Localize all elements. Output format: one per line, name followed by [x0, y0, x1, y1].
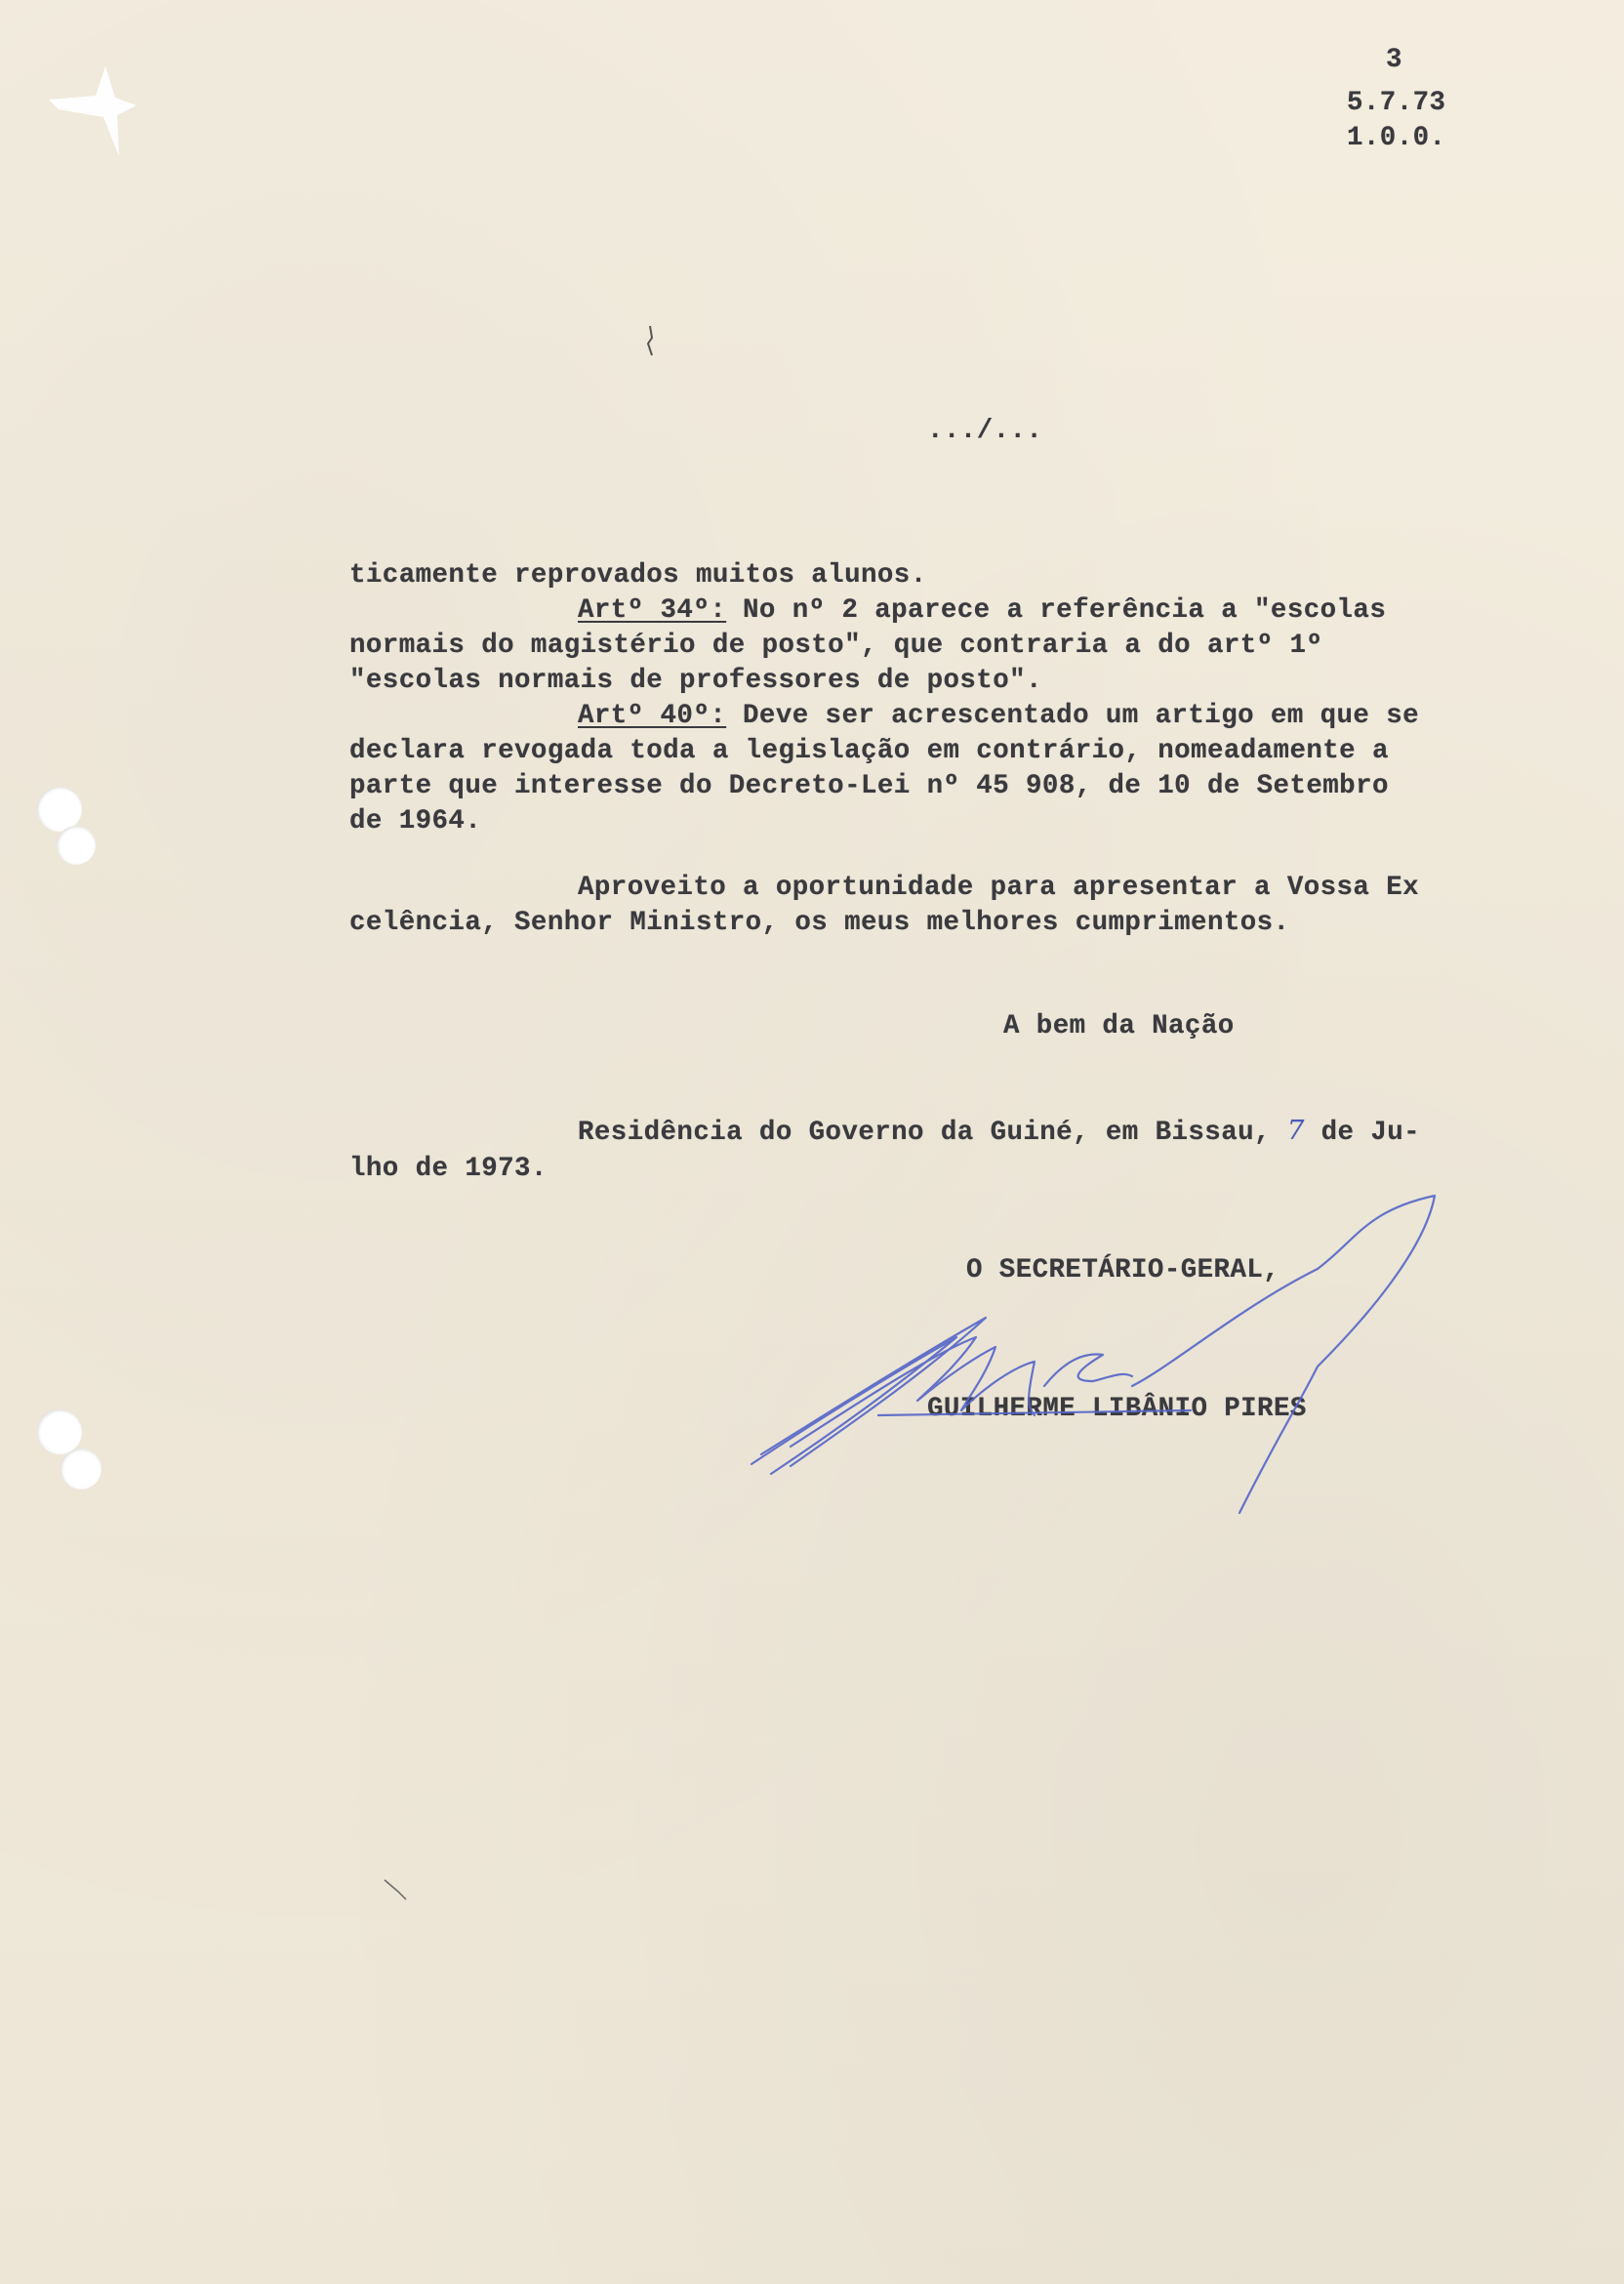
body-line: ticamente reprovados muitos alunos.	[349, 560, 927, 591]
page-number: 3	[1386, 45, 1402, 75]
closing-line: celência, Senhor Ministro, os meus melhores cumprimentos.	[349, 908, 1290, 938]
punch-hole	[61, 1448, 102, 1489]
place-date-line	[578, 1113, 1420, 1151]
stray-mark	[381, 1874, 420, 1903]
punch-hole	[37, 1409, 82, 1454]
place-date-line: lho de 1973.	[349, 1154, 548, 1184]
body-line-art34	[578, 593, 1386, 629]
closing-line: Aproveito a oportunidade para apresentar a Vossa Ex	[578, 873, 1420, 903]
place-date-text-end: de Ju-	[1304, 1118, 1421, 1148]
place-date-text: Residência do Governo da Guiné, em Bissau,	[578, 1118, 1287, 1148]
body-line: normais do magistério de posto", que contraria a do artº 1º	[349, 631, 1323, 661]
torn-corner-mark	[39, 59, 146, 166]
stray-mark	[640, 322, 660, 361]
article-34-label: Artº 34º:	[578, 595, 727, 626]
body-line-art40	[578, 699, 1419, 734]
body-line: parte que interesse do Decreto-Lei nº 45 908, de 10 de Setembro	[349, 771, 1389, 801]
punch-hole	[57, 826, 96, 865]
body-line: "escolas normais de professores de posto".	[349, 666, 1042, 696]
continuation-mark: .../...	[927, 416, 1043, 446]
body-line: de 1964.	[349, 806, 482, 836]
article-34-text: No nº 2 aparece a referência a "escolas	[726, 595, 1387, 626]
signatory-name: GUILHERME LIBÂNIO PIRES	[927, 1394, 1307, 1424]
handwritten-signature	[732, 1191, 1474, 1562]
article-40-text: Deve ser acrescentado um artigo em que se	[726, 701, 1420, 731]
code-reference: 1.0.0.	[1347, 123, 1446, 153]
body-line: declara revogada toda a legislação em contrário, nomeadamente a	[349, 736, 1389, 766]
date-reference: 5.7.73	[1347, 88, 1446, 118]
handwritten-day: 7	[1286, 1115, 1305, 1146]
signatory-title: O SECRETÁRIO-GERAL,	[966, 1255, 1280, 1285]
salutation: A bem da Nação	[1003, 1011, 1235, 1041]
article-40-label: Artº 40º:	[578, 701, 727, 731]
